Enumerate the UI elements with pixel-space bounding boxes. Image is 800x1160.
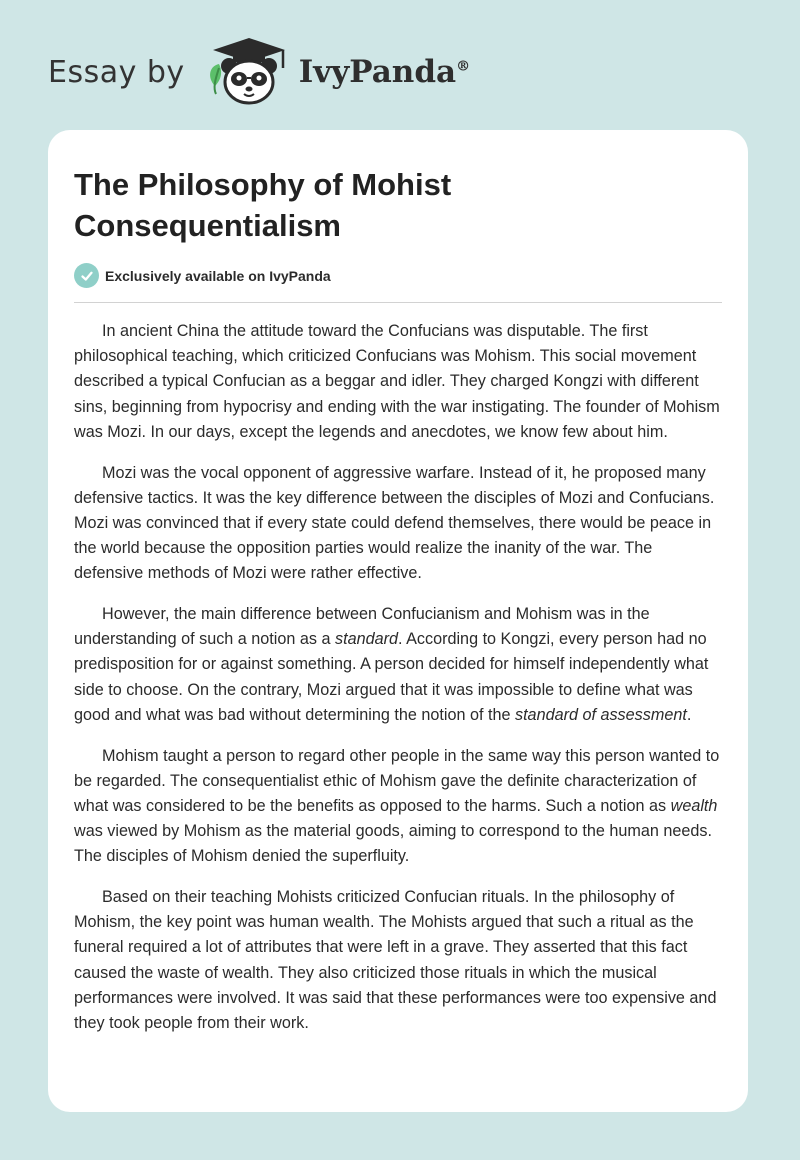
emphasized-term: wealth	[670, 796, 718, 815]
exclusive-badge-text: Exclusively available on IvyPanda	[105, 267, 331, 284]
panda-logo-icon[interactable]	[203, 36, 295, 108]
paragraph-text: . According to Kongzi, every person had no predisposition for or against something. A person decided for himself independently what side to choose. On the contrary, Mozi argued that it was impossible to define what was good and what was bad without determining the notion of the	[74, 630, 709, 724]
paragraph-text: In ancient China the attitude toward the Confucians was disputable. The first philosophical teaching, which criticized Confucians was Mohism. This social movement described a typical Confucian as a beggar and idler. They charged Kongzi with different sins, beginning from hypocrisy and ending with the war instigating. The founder of Mohism was Mozi. In our days, except the legends and anecdotes, we know few about him.	[74, 322, 720, 441]
essay-card	[48, 130, 748, 1112]
site-header	[48, 36, 470, 108]
paragraph-text: .	[686, 705, 692, 724]
essay-body	[74, 319, 724, 1052]
checkmark-icon	[74, 263, 99, 288]
exclusive-badge	[74, 263, 331, 288]
registered-mark: ®	[456, 58, 471, 75]
paragraph-text: Mozi was the vocal opponent of aggressive warfare. Instead of it, he proposed many defensive tactics. It was the key difference between the disciples of Mozi and Confucians. Mozi was convinced that if every state could defend themselves, there would be peace in the world because the opposition parties would realize the inanity of the war. The defensive methods of Mozi were rather effective.	[74, 463, 715, 583]
essay-paragraph	[74, 602, 724, 728]
essay-by-label: Essay by	[48, 54, 185, 90]
page-title: The Philosophy of Mohist Consequentialism	[74, 167, 452, 243]
paragraph-text: was viewed by Mohism as the material goods, aiming to correspond to the human needs. The disciples of Mohism denied the superfluity.	[74, 822, 712, 866]
emphasized-term: standard of assessment	[514, 705, 687, 724]
essay-paragraph	[74, 885, 724, 1036]
emphasized-term: standard	[334, 630, 398, 649]
essay-paragraph	[74, 461, 724, 587]
divider	[74, 302, 722, 303]
paragraph-text: Mohism taught a person to regard other people in the same way this person wanted to be regarded. The consequentialist ethic of Mohism gave the definite characterization of what was considered to be the benefits as opposed to the harms. Such a notion as	[74, 746, 720, 815]
essay-paragraph	[74, 744, 724, 870]
essay-paragraph	[74, 319, 724, 445]
brand-name[interactable]: IvyPanda®	[298, 54, 471, 90]
paragraph-text: Based on their teaching Mohists criticized Confucian rituals. In the philosophy of Mohism, the key point was human wealth. The Mohists argued that such a ritual as the funeral required a lot of attributes that were left in a grave. They asserted that this fact caused the waste of wealth. They also criticized those rituals in which the musical performances were involved. It was said that these performances were too expensive and they took people from their work.	[74, 888, 717, 1033]
paragraph-text: However, the main difference between Confucianism and Mohism was in the understanding of such a notion as a	[74, 605, 650, 649]
